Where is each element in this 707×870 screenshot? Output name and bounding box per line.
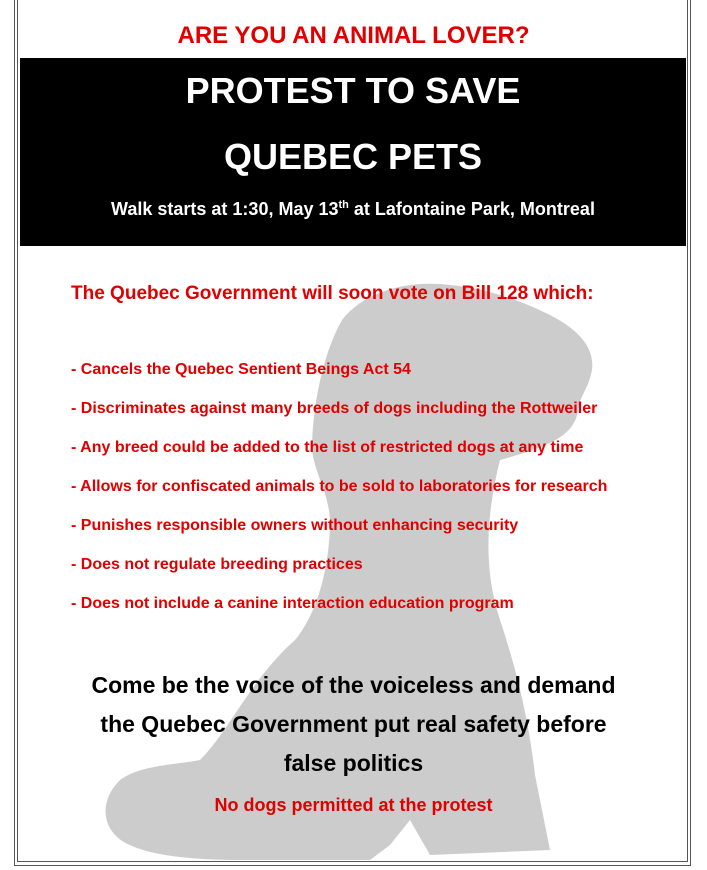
list-item: - Discriminates against many breeds of dogs including the Rottweiler [71,400,598,417]
kicker-headline: ARE YOU AN ANIMAL LOVER? [177,22,530,49]
list-item: - Does not include a canine interaction education program [71,595,514,612]
cta-line: false politics [283,750,424,776]
footer-note: No dogs permitted at the protest [214,795,493,815]
cta-line: the Quebec Government put real safety before [100,711,607,737]
title-line-2: QUEBEC PETS [223,136,483,177]
bill-intro: The Quebec Government will soon vote on Bill 128 which: [71,283,594,304]
walk-details [20,199,686,220]
list-item: - Punishes responsible owners without enhancing security [71,517,519,534]
call-to-action [0,666,707,783]
bill-points-list [71,360,607,633]
title-line-1: PROTEST TO SAVE [185,70,521,111]
walk-details-ordinal: th [338,199,349,211]
walk-details-suffix: at Lafontaine Park, Montreal [348,199,595,219]
cta-line: Come be the voice of the voiceless and demand [91,672,616,698]
walk-details-prefix: Walk starts at 1:30, May 13 [111,199,339,219]
list-item: - Cancels the Quebec Sentient Beings Act 54 [71,361,411,378]
title-banner [20,58,686,246]
list-item: - Does not regulate breeding practices [71,556,363,573]
list-item: - Any breed could be added to the list of restricted dogs at any time [71,439,584,456]
list-item: - Allows for confiscated animals to be sold to laboratories for research [71,478,608,495]
